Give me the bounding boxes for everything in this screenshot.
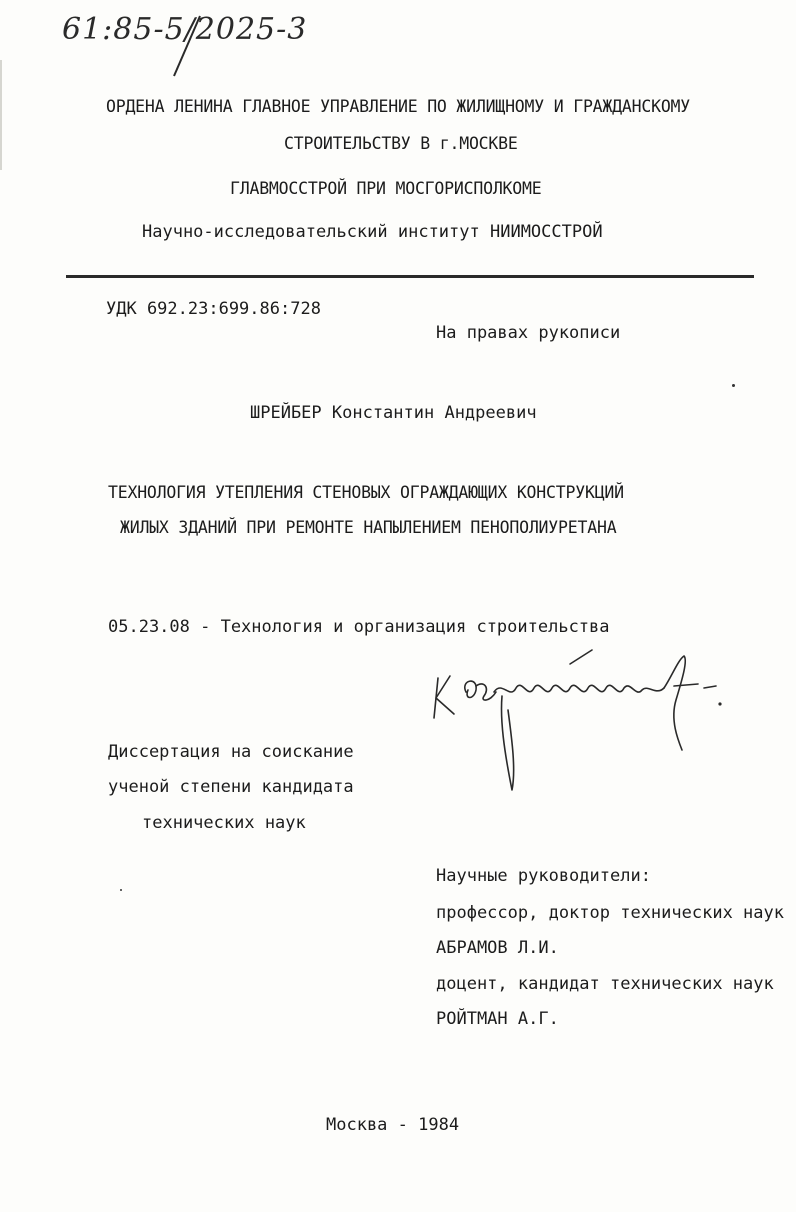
place-and-year: Москва - 1984 [326,1115,460,1135]
author-name: ШРЕЙБЕР Константин Андреевич [250,403,537,423]
dissertation-line-1: Диссертация на соискание [108,742,354,762]
scan-speck [120,889,122,891]
supervisor-1-name: АБРАМОВ Л.И. [436,938,559,958]
archive-code-handwritten: 61:85-5/2025-3 [62,12,308,47]
dissertation-title-line-1: ТЕХНОЛОГИЯ УТЕПЛЕНИЯ СТЕНОВЫХ ОГРАЖДАЮЩИХ КОНСТРУКЦИЙ [108,483,624,502]
udk-code: УДК 692.23:699.86:728 [106,299,321,319]
header-line-3: ГЛАВМОССТРОЙ ПРИ МОСГОРИСПОЛКОМЕ [230,179,542,198]
author-signature [420,640,740,800]
dissertation-title-line-2: ЖИЛЫХ ЗДАНИЙ ПРИ РЕМОНТЕ НАПЫЛЕНИЕМ ПЕНОПОЛИУРЕТАНА [120,518,617,537]
supervisor-2-name: РОЙТМАН А.Г. [436,1009,559,1029]
header-divider [66,275,754,278]
scan-speck [732,384,735,387]
supervisor-1-title: профессор, доктор технических наук [436,903,784,923]
supervisor-2-title: доцент, кандидат технических наук [436,974,774,994]
header-line-4: Научно-исследовательский институт НИИМОССТРОЙ [142,222,603,242]
dissertation-line-3: технических наук [142,813,306,833]
dissertation-line-2: ученой степени кандидата [108,777,354,797]
specialty-code: 05.23.08 - Технология и организация строительства [108,617,610,637]
header-line-1: ОРДЕНА ЛЕНИНА ГЛАВНОЕ УПРАВЛЕНИЕ ПО ЖИЛИЩНОМУ И ГРАЖДАНСКОМУ [105,97,691,116]
supervisors-heading: Научные руководители: [436,866,651,886]
handwritten-slash-mark [168,12,208,82]
manuscript-rights-note: На правах рукописи [436,323,621,343]
header-line-2: СТРОИТЕЛЬСТВУ В г.МОСКВЕ [284,134,518,153]
